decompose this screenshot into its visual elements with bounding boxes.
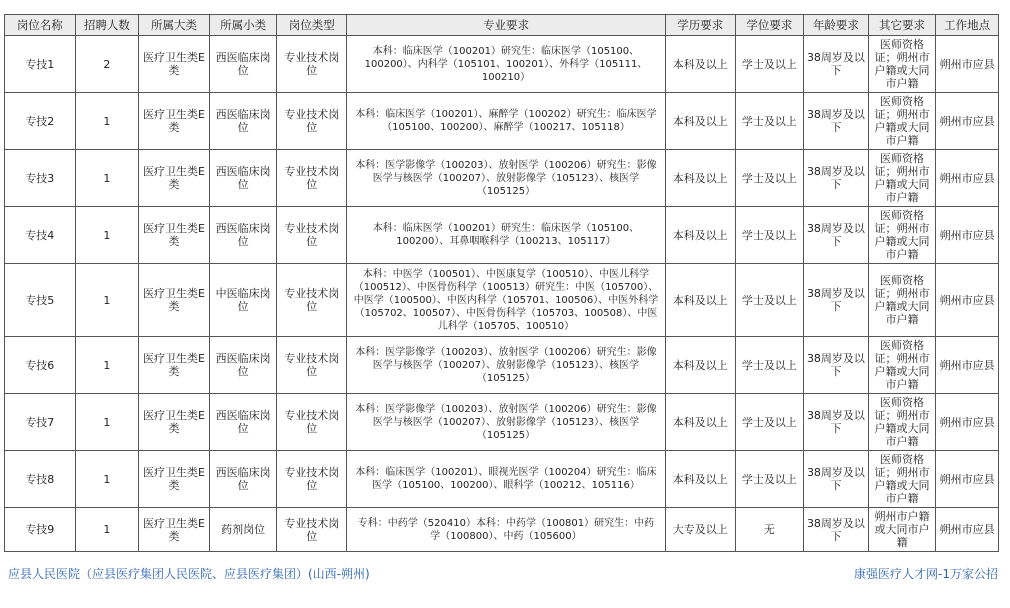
cell-age-requirement: 38周岁及以下 bbox=[804, 508, 869, 552]
cell-age-requirement: 38周岁及以下 bbox=[804, 150, 869, 207]
cell-work-location: 朔州市应县 bbox=[936, 264, 999, 337]
cell-major-category: 医疗卫生类E类 bbox=[139, 337, 210, 394]
cell-work-location: 朔州市应县 bbox=[936, 93, 999, 150]
cell-degree-requirement: 学士及以上 bbox=[735, 93, 804, 150]
cell-position-type: 专业技术岗位 bbox=[277, 337, 347, 394]
recruitment-sheet bbox=[4, 14, 999, 552]
column-header-position-name: 岗位名称 bbox=[5, 15, 76, 36]
cell-age-requirement: 38周岁及以下 bbox=[804, 451, 869, 508]
cell-position-name: 专技1 bbox=[5, 36, 76, 93]
cell-major-category: 医疗卫生类E类 bbox=[139, 93, 210, 150]
column-header-other-requirement: 其它要求 bbox=[868, 15, 936, 36]
cell-degree-requirement: 学士及以上 bbox=[735, 264, 804, 337]
cell-major-requirement: 专科：中药学（520410）本科：中药学（100801）研究生：中药学（100800）、中药（105600） bbox=[347, 508, 666, 552]
cell-age-requirement: 38周岁及以下 bbox=[804, 264, 869, 337]
cell-major-category: 医疗卫生类E类 bbox=[139, 508, 210, 552]
cell-headcount: 1 bbox=[75, 508, 139, 552]
cell-major-requirement: 本科：临床医学（100201）、眼视光医学（100204）研究生：临床医学（105100、100200）、眼科学（100212、105116） bbox=[347, 451, 666, 508]
table-row bbox=[5, 93, 999, 150]
cell-major-requirement: 本科：医学影像学（100203）、放射医学（100206）研究生：影像医学与核医学（100207）、放射影像学（105123）、核医学（105125） bbox=[347, 394, 666, 451]
cell-major-category: 医疗卫生类E类 bbox=[139, 36, 210, 93]
cell-other-requirement: 朔州市户籍或大同市户籍 bbox=[868, 508, 936, 552]
cell-position-type: 专业技术岗位 bbox=[277, 451, 347, 508]
cell-sub-category: 西医临床岗位 bbox=[209, 93, 277, 150]
column-header-sub-category: 所属小类 bbox=[209, 15, 277, 36]
cell-education-requirement: 本科及以上 bbox=[665, 337, 735, 394]
cell-work-location: 朔州市应县 bbox=[936, 508, 999, 552]
cell-work-location: 朔州市应县 bbox=[936, 36, 999, 93]
cell-degree-requirement: 学士及以上 bbox=[735, 337, 804, 394]
table-row bbox=[5, 508, 999, 552]
table-row bbox=[5, 36, 999, 93]
cell-education-requirement: 本科及以上 bbox=[665, 394, 735, 451]
cell-headcount: 2 bbox=[75, 36, 139, 93]
cell-position-type: 专业技术岗位 bbox=[277, 36, 347, 93]
column-header-age-requirement: 年龄要求 bbox=[804, 15, 869, 36]
cell-age-requirement: 38周岁及以下 bbox=[804, 207, 869, 264]
cell-sub-category: 药剂岗位 bbox=[209, 508, 277, 552]
cell-major-requirement: 本科：临床医学（100201）、麻醉学（100202）研究生：临床医学（105100、100200）、麻醉学（100217、105118） bbox=[347, 93, 666, 150]
cell-position-name: 专技9 bbox=[5, 508, 76, 552]
cell-major-requirement: 本科：医学影像学（100203）、放射医学（100206）研究生：影像医学与核医学（100207）、放射影像学（105123）、核医学（105125） bbox=[347, 150, 666, 207]
cell-position-name: 专技7 bbox=[5, 394, 76, 451]
cell-other-requirement: 医师资格证；朔州市户籍或大同市户籍 bbox=[868, 36, 936, 93]
table-row bbox=[5, 150, 999, 207]
cell-sub-category: 西医临床岗位 bbox=[209, 337, 277, 394]
source-caption: 应县人民医院（应县医疗集团人民医院、应县医疗集团）(山西-朔州) bbox=[8, 567, 370, 581]
cell-age-requirement: 38周岁及以下 bbox=[804, 337, 869, 394]
table-header-row bbox=[5, 15, 999, 36]
cell-education-requirement: 本科及以上 bbox=[665, 451, 735, 508]
column-header-work-location: 工作地点 bbox=[936, 15, 999, 36]
cell-headcount: 1 bbox=[75, 337, 139, 394]
cell-work-location: 朔州市应县 bbox=[936, 207, 999, 264]
cell-major-category: 医疗卫生类E类 bbox=[139, 207, 210, 264]
recruitment-table bbox=[4, 14, 999, 552]
cell-headcount: 1 bbox=[75, 207, 139, 264]
table-row bbox=[5, 451, 999, 508]
cell-degree-requirement: 学士及以上 bbox=[735, 451, 804, 508]
cell-major-category: 医疗卫生类E类 bbox=[139, 150, 210, 207]
cell-major-category: 医疗卫生类E类 bbox=[139, 264, 210, 337]
cell-headcount: 1 bbox=[75, 451, 139, 508]
table-row bbox=[5, 394, 999, 451]
cell-age-requirement: 38周岁及以下 bbox=[804, 394, 869, 451]
cell-age-requirement: 38周岁及以下 bbox=[804, 36, 869, 93]
cell-other-requirement: 医师资格证；朔州市户籍或大同市户籍 bbox=[868, 150, 936, 207]
cell-position-type: 专业技术岗位 bbox=[277, 264, 347, 337]
cell-position-type: 专业技术岗位 bbox=[277, 150, 347, 207]
cell-education-requirement: 大专及以上 bbox=[665, 508, 735, 552]
site-watermark-link[interactable]: 康强医疗人才网-1万家公招 bbox=[854, 567, 998, 581]
cell-education-requirement: 本科及以上 bbox=[665, 150, 735, 207]
cell-headcount: 1 bbox=[75, 394, 139, 451]
cell-degree-requirement: 学士及以上 bbox=[735, 207, 804, 264]
cell-work-location: 朔州市应县 bbox=[936, 451, 999, 508]
cell-position-type: 专业技术岗位 bbox=[277, 93, 347, 150]
column-header-headcount: 招聘人数 bbox=[75, 15, 139, 36]
cell-work-location: 朔州市应县 bbox=[936, 394, 999, 451]
cell-position-type: 专业技术岗位 bbox=[277, 394, 347, 451]
cell-major-category: 医疗卫生类E类 bbox=[139, 394, 210, 451]
cell-position-name: 专技2 bbox=[5, 93, 76, 150]
cell-major-requirement: 本科：医学影像学（100203）、放射医学（100206）研究生：影像医学与核医学（100207）、放射影像学（105123）、核医学（105125） bbox=[347, 337, 666, 394]
cell-other-requirement: 医师资格证；朔州市户籍或大同市户籍 bbox=[868, 337, 936, 394]
cell-education-requirement: 本科及以上 bbox=[665, 207, 735, 264]
cell-education-requirement: 本科及以上 bbox=[665, 93, 735, 150]
cell-headcount: 1 bbox=[75, 150, 139, 207]
cell-degree-requirement: 学士及以上 bbox=[735, 150, 804, 207]
cell-education-requirement: 本科及以上 bbox=[665, 36, 735, 93]
cell-headcount: 1 bbox=[75, 264, 139, 337]
cell-sub-category: 西医临床岗位 bbox=[209, 394, 277, 451]
cell-sub-category: 西医临床岗位 bbox=[209, 207, 277, 264]
cell-degree-requirement: 无 bbox=[735, 508, 804, 552]
column-header-education-requirement: 学历要求 bbox=[665, 15, 735, 36]
cell-sub-category: 西医临床岗位 bbox=[209, 150, 277, 207]
cell-major-requirement: 本科：临床医学（100201）研究生：临床医学（105100、100200）、内科学（105101、100201）、外科学（105111、100210） bbox=[347, 36, 666, 93]
cell-position-name: 专技3 bbox=[5, 150, 76, 207]
table-row bbox=[5, 337, 999, 394]
cell-sub-category: 西医临床岗位 bbox=[209, 451, 277, 508]
table-body bbox=[5, 36, 999, 552]
table-row bbox=[5, 207, 999, 264]
cell-other-requirement: 医师资格证；朔州市户籍或大同市户籍 bbox=[868, 93, 936, 150]
cell-position-name: 专技5 bbox=[5, 264, 76, 337]
cell-degree-requirement: 学士及以上 bbox=[735, 394, 804, 451]
cell-major-requirement: 本科：中医学（100501）、中医康复学（100510）、中医儿科学（100512）、中医骨伤科学（100513）研究生：中医（105700）、中医学（100500）、中医内科学（105701、100506）、中医外科学（105702、100507）、中医骨伤科学（105703、100508）、中医儿科学（105705、100510） bbox=[347, 264, 666, 337]
cell-education-requirement: 本科及以上 bbox=[665, 264, 735, 337]
cell-sub-category: 中医临床岗位 bbox=[209, 264, 277, 337]
column-header-position-type: 岗位类型 bbox=[277, 15, 347, 36]
cell-position-type: 专业技术岗位 bbox=[277, 508, 347, 552]
column-header-major-category: 所属大类 bbox=[139, 15, 210, 36]
cell-major-requirement: 本科：临床医学（100201）研究生：临床医学（105100、100200）、耳鼻咽喉科学（100213、105117） bbox=[347, 207, 666, 264]
cell-headcount: 1 bbox=[75, 93, 139, 150]
cell-position-type: 专业技术岗位 bbox=[277, 207, 347, 264]
cell-other-requirement: 医师资格证；朔州市户籍或大同市户籍 bbox=[868, 207, 936, 264]
cell-position-name: 专技8 bbox=[5, 451, 76, 508]
cell-position-name: 专技4 bbox=[5, 207, 76, 264]
cell-work-location: 朔州市应县 bbox=[936, 150, 999, 207]
cell-other-requirement: 医师资格证；朔州市户籍或大同市户籍 bbox=[868, 394, 936, 451]
cell-other-requirement: 医师资格证；朔州市户籍或大同市户籍 bbox=[868, 264, 936, 337]
cell-sub-category: 西医临床岗位 bbox=[209, 36, 277, 93]
column-header-degree-requirement: 学位要求 bbox=[735, 15, 804, 36]
cell-work-location: 朔州市应县 bbox=[936, 337, 999, 394]
cell-other-requirement: 医师资格证；朔州市户籍或大同市户籍 bbox=[868, 451, 936, 508]
column-header-major-requirement: 专业要求 bbox=[347, 15, 666, 36]
cell-age-requirement: 38周岁及以下 bbox=[804, 93, 869, 150]
table-row bbox=[5, 264, 999, 337]
cell-degree-requirement: 学士及以上 bbox=[735, 36, 804, 93]
cell-major-category: 医疗卫生类E类 bbox=[139, 451, 210, 508]
cell-position-name: 专技6 bbox=[5, 337, 76, 394]
